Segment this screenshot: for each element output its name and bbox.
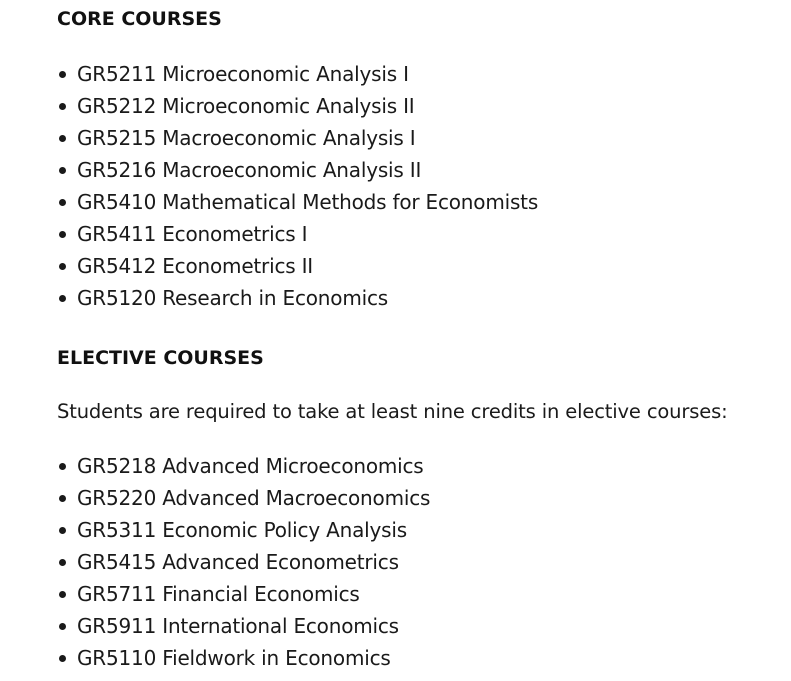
- course-label: GR5120 Research in Economics: [77, 286, 388, 310]
- list-item: [57, 90, 538, 122]
- bullet-icon: [59, 71, 66, 78]
- core-courses-heading: CORE COURSES: [57, 8, 222, 30]
- list-item: [57, 482, 430, 514]
- bullet-icon: [59, 591, 66, 598]
- list-item: [57, 546, 430, 578]
- course-label: GR5911 International Economics: [77, 614, 399, 638]
- course-label: GR5216 Macroeconomic Analysis II: [77, 158, 422, 182]
- course-label: GR5711 Financial Economics: [77, 582, 360, 606]
- list-item: [57, 250, 538, 282]
- bullet-icon: [59, 167, 66, 174]
- list-item: [57, 58, 538, 90]
- course-label: GR5110 Fieldwork in Economics: [77, 646, 391, 670]
- course-label: GR5212 Microeconomic Analysis II: [77, 94, 415, 118]
- course-label: GR5215 Macroeconomic Analysis I: [77, 126, 416, 150]
- bullet-icon: [59, 231, 66, 238]
- bullet-icon: [59, 559, 66, 566]
- list-item: [57, 282, 538, 314]
- list-item: [57, 450, 430, 482]
- bullet-icon: [59, 295, 66, 302]
- bullet-icon: [59, 263, 66, 270]
- course-label: GR5211 Microeconomic Analysis I: [77, 62, 409, 86]
- bullet-icon: [59, 463, 66, 470]
- bullet-icon: [59, 655, 66, 662]
- course-label: GR5415 Advanced Econometrics: [77, 550, 399, 574]
- course-label: GR5311 Economic Policy Analysis: [77, 518, 407, 542]
- elective-intro-text: Students are required to take at least nine credits in elective courses:: [57, 400, 728, 423]
- list-item: [57, 514, 430, 546]
- list-item: [57, 122, 538, 154]
- core-course-list: [57, 58, 538, 314]
- bullet-icon: [59, 527, 66, 534]
- bullet-icon: [59, 623, 66, 630]
- list-item: [57, 154, 538, 186]
- elective-courses-heading: ELECTIVE COURSES: [57, 347, 264, 369]
- course-label: GR5411 Econometrics I: [77, 222, 308, 246]
- course-label: GR5218 Advanced Microeconomics: [77, 454, 424, 478]
- course-label: GR5220 Advanced Macroeconomics: [77, 486, 431, 510]
- elective-course-list: [57, 450, 430, 674]
- list-item: [57, 218, 538, 250]
- list-item: [57, 186, 538, 218]
- bullet-icon: [59, 103, 66, 110]
- bullet-icon: [59, 495, 66, 502]
- list-item: [57, 642, 430, 674]
- course-label: GR5410 Mathematical Methods for Economists: [77, 190, 539, 214]
- list-item: [57, 578, 430, 610]
- bullet-icon: [59, 135, 66, 142]
- course-label: GR5412 Econometrics II: [77, 254, 314, 278]
- list-item: [57, 610, 430, 642]
- bullet-icon: [59, 199, 66, 206]
